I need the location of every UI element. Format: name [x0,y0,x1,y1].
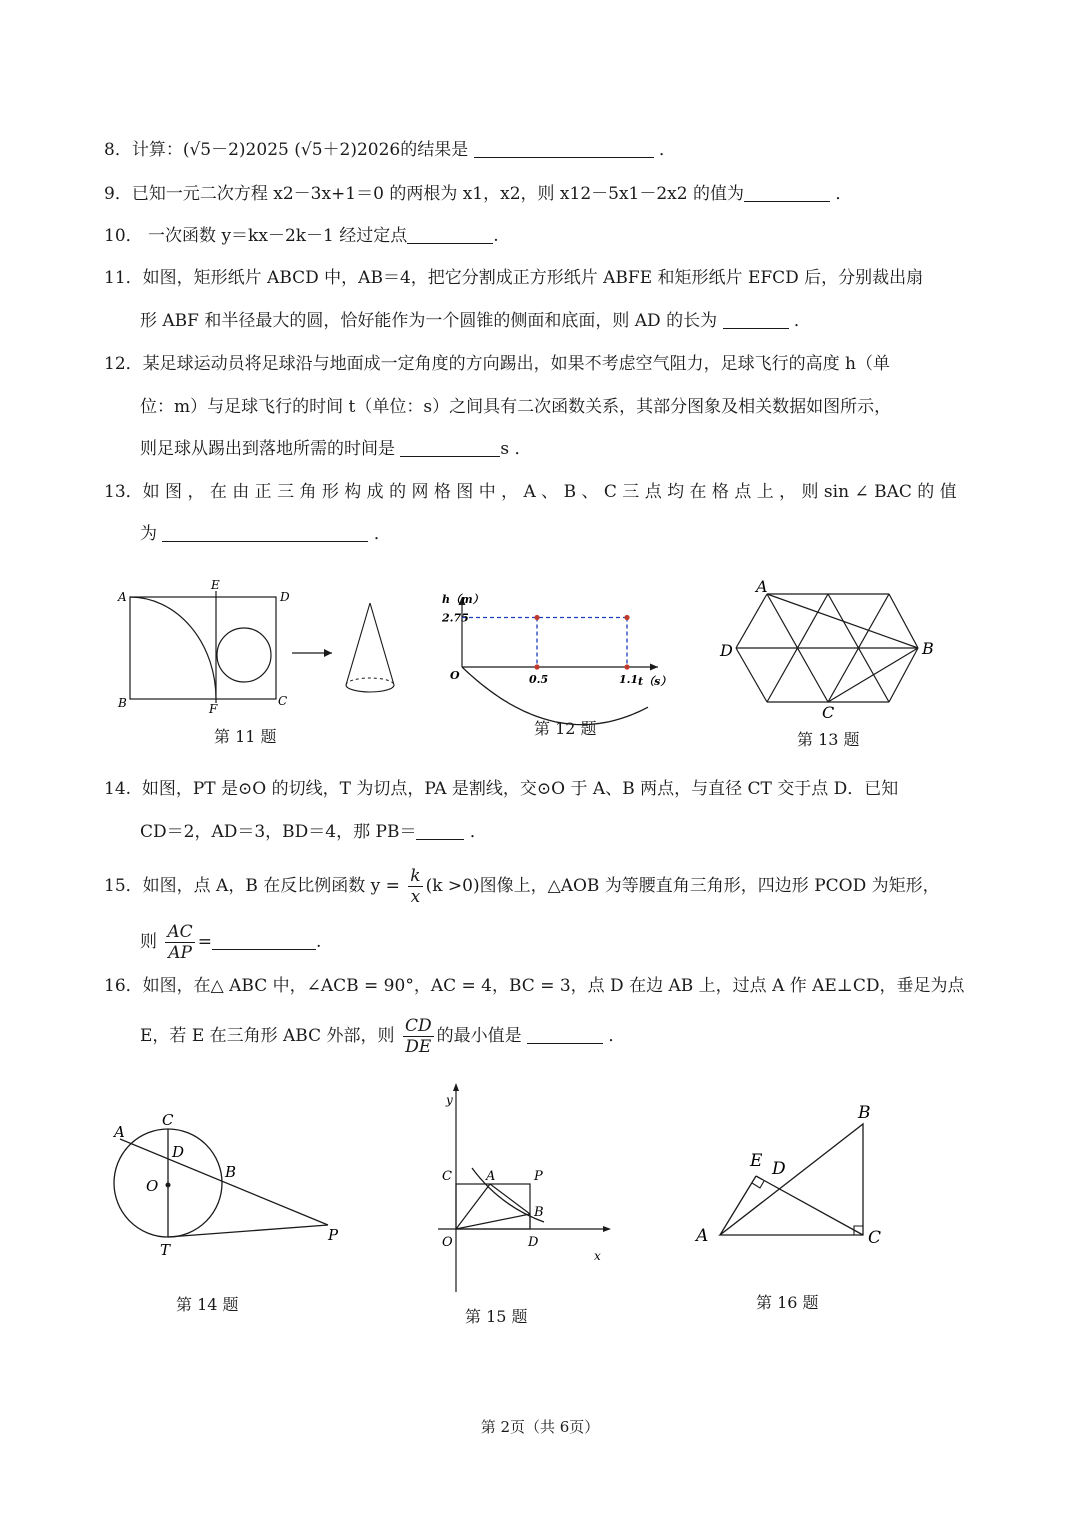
answer-blank[interactable] [162,523,368,542]
question-12-line2: 位：m）与足球飞行的时间 t（单位：s）之间具有二次函数关系，其部分图象及相关数据如图所示， [140,397,892,417]
caption-q14: 第 14 题 [176,1295,239,1314]
fig11-label-f: F [209,702,218,716]
fig16-label-e: E [750,1151,763,1171]
question-13: 13．如 图 ， 在 由 正 三 角 形 构 成 的 网 格 图 中 ， A 、 B 、 C 三 点 均 在 格 点 上 ， 则 sin ∠ BAC 的 值 [104,482,957,502]
fig13-label-c: C [822,703,835,722]
q8-text: 计算：(√5－2)2025 (√5＋2)2026的结果是 [131,140,469,160]
question-13-line2: 为 ． [140,524,391,544]
fig16-label-c: C [868,1228,882,1248]
q14-line1: 如图，PT 是⊙O 的切线，T 为切点，PA 是割线，交⊙O 于 A、B 两点，与直径 CT 交于点 D．已知 [141,779,899,799]
answer-blank[interactable] [416,821,464,840]
question-10: 10． 一次函数 y＝kx－2k－1 经过定点 . [104,226,499,246]
axis-point [534,664,539,669]
data-point [624,615,629,620]
q11-line1: 如图，矩形纸片 ABCD 中，AB＝4，把它分割成正方形纸片 ABFE 和矩形纸片 EFCD 后，分别裁出扇 [142,268,924,288]
answer-blank[interactable] [400,438,500,457]
figure-16 [690,1100,900,1250]
fig15-label-p: P [534,1169,543,1184]
figure-15 [430,1080,630,1300]
fig15-label-c: C [442,1169,452,1184]
fraction-ac-over-ap: $\frac{AC}{AP}$ [167,922,193,963]
figure-14 [110,1105,360,1265]
fig14-label-d: D [172,1143,185,1161]
answer-blank[interactable] [474,139,654,158]
fig15-label-b: B [534,1205,544,1220]
caption-q13: 第 13 题 [797,730,860,749]
fig11-label-b: B [118,696,127,710]
question-16: 16．如图，在△ ABC 中，∠ACB = 90°，AC = 4，BC = 3，点 D 在边 AB 上，过点 A 作 AE⊥CD，垂足为点 [104,976,965,996]
y-axis-label: h（m） [442,593,484,606]
fig15-label-o: O [442,1235,453,1250]
fig11-label-d: D [280,590,290,604]
fig14-label-c: C [162,1111,174,1129]
question-16-line2: E，若 E 在三角形 ABC 外部，则 $\frac{CD}{DE}$ 的最小值是 ． [140,1016,626,1057]
y-tick-label: 2.75 [442,611,469,625]
answer-blank[interactable] [407,225,493,244]
question-12: 12．某足球运动员将足球沿与地面成一定角度的方向踢出，如果不考虑空气阻力，足球飞行的高度 h（单 [104,354,890,374]
question-15: 15．如图，点 A，B 在反比例函数 y = $\frac{k}{x}$ (k >0)图像上，△AOB 为等腰直角三角形，四边形 PCOD 为矩形， [104,866,940,907]
caption-q11: 第 11 题 [214,727,277,746]
q16-line1: 如图，在△ ABC 中，∠ACB = 90°，AC = 4，BC = 3，点 D 在边 AB 上，过点 A 作 AE⊥CD，垂足为点 [142,976,965,996]
caption-q15: 第 15 题 [465,1307,528,1326]
fig13-label-d: D [720,641,733,660]
axis-point [624,664,629,669]
question-11: 11．如图，矩形纸片 ABCD 中，AB＝4，把它分割成正方形纸片 ABFE 和矩形纸片 EFCD 后，分别裁出扇 [104,268,924,288]
figure-12-chart [440,585,680,695]
fig15-label-d: D [528,1235,539,1250]
question-14: 14. 如图，PT 是⊙O 的切线，T 为切点，PA 是割线，交⊙O 于 A、B 两点，与直径 CT 交于点 D．已知 [104,779,899,799]
fig15-label-y: y [446,1093,453,1107]
fig15-label-x: x [594,1249,601,1263]
page-footer: 第 2页（共 6页） [480,1418,600,1436]
answer-blank[interactable] [723,310,789,329]
question-9: 9．已知一元二次方程 x2－3x+1＝0 的两根为 x1，x2，则 x12－5x1－2x2 的值为 ． [104,184,853,204]
figure-13 [712,572,962,722]
x-tick-label: 0.5 [529,673,549,686]
fig11-label-e: E [211,578,220,592]
fig14-label-p: P [328,1226,339,1244]
question-14-line2: CD＝2，AD＝3，BD＝4，那 PB＝ ． [140,822,487,842]
answer-blank[interactable] [527,1025,603,1044]
answer-blank[interactable] [744,183,830,202]
fig13-label-a: A [756,577,768,596]
fig13-label-b: B [922,639,934,658]
fig14-label-t: T [160,1241,171,1259]
q13-line1: 如 图 ， 在 由 正 三 角 形 构 成 的 网 格 图 中 ， A 、 B 、 C 三 点 均 在 格 点 上 ， 则 sin ∠ BAC 的 值 [142,482,957,502]
x-axis-label: t（s） [638,675,672,688]
answer-blank[interactable] [212,931,316,950]
fig11-label-a: A [118,590,127,604]
fig16-label-a: A [696,1226,709,1246]
fig16-label-b: B [858,1103,871,1123]
fraction-cd-over-de: $\frac{CD}{DE}$ [404,1016,432,1057]
figure-11 [110,575,400,720]
fraction-k-over-x: $\frac{k}{x}$ [410,866,421,907]
fig14-label-o: O [146,1177,159,1195]
fig11-label-c: C [278,694,288,708]
question-12-line3: 则足球从踢出到落地所需的时间是 s ． [140,439,532,459]
q9-text: 已知一元二次方程 x2－3x+1＝0 的两根为 x1，x2，则 x12－5x1－2x2 的值为 [131,184,744,204]
question-11-line2: 形 ABF 和半径最大的圆，恰好能作为一个圆锥的侧面和底面，则 AD 的长为 ． [140,311,811,331]
data-point [534,615,539,620]
question-8: 8．计算：(√5－2)2025 (√5＋2)2026的结果是 ． [104,140,677,160]
fig15-label-a: A [486,1169,496,1184]
fig16-label-d: D [772,1159,786,1179]
caption-q12: 第 12 题 [534,719,597,738]
question-15-line2: 则 $\frac{AC}{AP}$ = . [140,922,322,963]
caption-q16: 第 16 题 [756,1293,819,1312]
origin-label: O [450,669,460,682]
x-tick-label: 1.1 [619,673,639,686]
fig14-label-a: A [114,1123,125,1141]
q10-text: 一次函数 y＝kx－2k－1 经过定点 [148,226,408,246]
fig14-label-b: B [225,1163,237,1181]
q12-line1: 某足球运动员将足球沿与地面成一定角度的方向踢出，如果不考虑空气阻力，足球飞行的高度 h（单 [142,354,890,374]
